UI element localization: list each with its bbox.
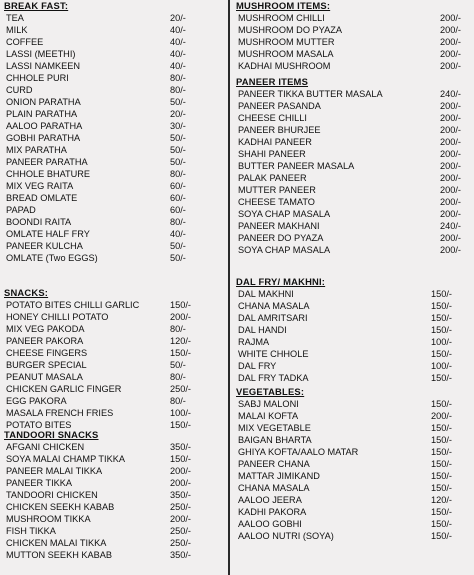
item-price: 20/- — [170, 13, 186, 23]
item-name: POTATO BITES — [6, 420, 72, 430]
section-heading: DAL FRY/ MAKHNI: — [236, 276, 326, 287]
item-price: 200/- — [440, 37, 461, 47]
menu-item — [236, 100, 472, 112]
item-price: 150/- — [431, 507, 452, 517]
menu-item — [236, 494, 472, 506]
item-price: 80/- — [170, 372, 186, 382]
menu-item — [236, 482, 472, 494]
item-name: MUSHROOM CHILLI — [238, 13, 325, 23]
menu-item — [4, 383, 224, 395]
item-price: 150/- — [170, 420, 191, 430]
item-name: AALOO PARATHA — [6, 121, 83, 131]
item-name: MIX VEG RAITA — [6, 181, 74, 191]
item-price: 150/- — [431, 483, 452, 493]
item-price: 150/- — [431, 325, 452, 335]
item-price: 50/- — [170, 133, 186, 143]
menu-section-dal-fry-makhni — [236, 276, 472, 384]
menu-item — [4, 489, 224, 501]
item-name: FISH TIKKA — [6, 526, 56, 536]
menu-item — [4, 453, 224, 465]
section-heading: SNACKS: — [4, 287, 49, 298]
item-name: SABJ MALONI — [238, 399, 299, 409]
menu-item — [236, 470, 472, 482]
item-name: PANEER MALAI TIKKA — [6, 466, 103, 476]
item-price: 200/- — [170, 514, 191, 524]
item-name: CHANA MASALA — [238, 301, 310, 311]
menu-item — [236, 422, 472, 434]
item-name: PANEER MAKHANI — [238, 221, 320, 231]
menu-item — [4, 477, 224, 489]
menu-item — [4, 228, 224, 240]
menu-item — [236, 434, 472, 446]
item-price: 50/- — [170, 241, 186, 251]
menu-item — [4, 204, 224, 216]
item-price: 150/- — [431, 301, 452, 311]
item-name: POTATO BITES CHILLI GARLIC — [6, 300, 140, 310]
item-price: 40/- — [170, 37, 186, 47]
menu-item — [4, 12, 224, 24]
item-price: 150/- — [431, 447, 452, 457]
item-price: 80/- — [170, 324, 186, 334]
item-name: CHICKEN MALAI TIKKA — [6, 538, 107, 548]
item-name: CHHOLE BHATURE — [6, 169, 91, 179]
item-price: 100/- — [431, 337, 452, 347]
item-price: 250/- — [170, 384, 191, 394]
menu-item — [4, 407, 224, 419]
item-price: 150/- — [431, 531, 452, 541]
item-price: 150/- — [431, 459, 452, 469]
item-name: DAL MAKHNI — [238, 289, 294, 299]
item-price: 40/- — [170, 61, 186, 71]
item-name: MIX PARATHA — [6, 145, 67, 155]
item-name: MUSHROOM MUTTER — [238, 37, 335, 47]
item-price: 50/- — [170, 145, 186, 155]
item-name: CHICKEN GARLIC FINGER — [6, 384, 122, 394]
item-name: MILK — [6, 25, 28, 35]
item-price: 50/- — [170, 97, 186, 107]
menu-item — [4, 24, 224, 36]
menu-item — [4, 156, 224, 168]
item-name: MALAI KOFTA — [238, 411, 299, 421]
item-name: GHIYA KOFTA/AALO MATAR — [238, 447, 359, 457]
item-name: CHICKEN SEEKH KABAB — [6, 502, 115, 512]
item-price: 200/- — [440, 209, 461, 219]
item-name: MASALA FRENCH FRIES — [6, 408, 114, 418]
menu-item — [236, 288, 472, 300]
item-price: 200/- — [440, 245, 461, 255]
item-price: 200/- — [440, 197, 461, 207]
item-name: EGG PAKORA — [6, 396, 67, 406]
item-price: 240/- — [440, 89, 461, 99]
section-heading: TANDOORI SNACKS — [4, 429, 99, 440]
item-price: 200/- — [440, 61, 461, 71]
item-name: TANDOORI CHICKEN — [6, 490, 98, 500]
item-price: 200/- — [440, 13, 461, 23]
item-name: SHAHI PANEER — [238, 149, 306, 159]
item-price: 200/- — [440, 185, 461, 195]
item-name: OMLATE (Two EGGS) — [6, 253, 98, 263]
item-name: CHEESE CHILLI — [238, 113, 307, 123]
item-name: PLAIN PARATHA — [6, 109, 78, 119]
item-name: CHANA MASALA — [238, 483, 310, 493]
item-price: 60/- — [170, 181, 186, 191]
item-price: 150/- — [170, 348, 191, 358]
menu-item — [4, 192, 224, 204]
item-name: CURD — [6, 85, 33, 95]
menu-item — [4, 72, 224, 84]
menu-item — [4, 168, 224, 180]
item-price: 350/- — [170, 490, 191, 500]
menu-item — [236, 48, 472, 60]
item-name: CHHOLE PURI — [6, 73, 69, 83]
menu-item — [236, 506, 472, 518]
item-price: 200/- — [170, 478, 191, 488]
item-name: CHEESE TAMATO — [238, 197, 315, 207]
menu-item — [4, 501, 224, 513]
menu-item — [236, 232, 472, 244]
item-price: 80/- — [170, 169, 186, 179]
item-name: WHITE CHHOLE — [238, 349, 309, 359]
menu-item — [236, 518, 472, 530]
item-price: 200/- — [440, 101, 461, 111]
menu-item — [4, 252, 224, 264]
menu-item — [236, 360, 472, 372]
item-name: PANEER KULCHA — [6, 241, 83, 251]
item-name: PANEER TIKKA — [6, 478, 73, 488]
menu-item — [4, 395, 224, 407]
item-name: AFGANI CHICKEN — [6, 442, 85, 452]
item-name: MIX VEG PAKODA — [6, 324, 85, 334]
menu-item — [236, 112, 472, 124]
item-name: MUSHROOM TIKKA — [6, 514, 91, 524]
item-price: 150/- — [431, 349, 452, 359]
item-name: MUTTER PANEER — [238, 185, 316, 195]
menu-item — [4, 537, 224, 549]
item-price: 200/- — [440, 149, 461, 159]
item-price: 250/- — [170, 526, 191, 536]
item-name: RAJMA — [238, 337, 270, 347]
menu-item — [4, 513, 224, 525]
menu-item — [236, 172, 472, 184]
item-name: BURGER SPECIAL — [6, 360, 87, 370]
item-price: 250/- — [170, 538, 191, 548]
item-name: MUSHROOM DO PYAZA — [238, 25, 342, 35]
item-price: 40/- — [170, 49, 186, 59]
item-price: 40/- — [170, 229, 186, 239]
item-name: KADHI PAKORA — [238, 507, 307, 517]
item-name: MATTAR JIMIKAND — [238, 471, 320, 481]
item-price: 120/- — [170, 336, 191, 346]
menu-item — [236, 60, 472, 72]
menu-item — [4, 335, 224, 347]
menu-item — [4, 347, 224, 359]
item-price: 200/- — [440, 25, 461, 35]
menu-item — [236, 446, 472, 458]
item-name: PEANUT MASALA — [6, 372, 83, 382]
item-name: KADHAI PANEER — [238, 137, 312, 147]
menu-item — [4, 525, 224, 537]
item-name: MUSHROOM MASALA — [238, 49, 334, 59]
menu-item — [4, 549, 224, 561]
item-price: 240/- — [440, 221, 461, 231]
item-price: 80/- — [170, 85, 186, 95]
column-divider — [228, 0, 230, 575]
item-name: PANEER TIKKA BUTTER MASALA — [238, 89, 383, 99]
menu-item — [236, 348, 472, 360]
item-price: 80/- — [170, 217, 186, 227]
menu-item — [4, 48, 224, 60]
menu-item — [4, 84, 224, 96]
item-price: 30/- — [170, 121, 186, 131]
item-price: 100/- — [170, 408, 191, 418]
menu-section-snacks — [4, 287, 224, 431]
item-name: DAL HANDI — [238, 325, 287, 335]
section-heading: VEGETABLES: — [236, 386, 305, 397]
menu-item — [236, 458, 472, 470]
item-price: 150/- — [431, 519, 452, 529]
menu-item — [4, 120, 224, 132]
item-price: 150/- — [431, 399, 452, 409]
item-price: 200/- — [440, 113, 461, 123]
item-price: 20/- — [170, 109, 186, 119]
item-name: BOONDI RAITA — [6, 217, 72, 227]
menu-item — [4, 311, 224, 323]
menu-section-vegetables — [236, 386, 472, 542]
item-price: 50/- — [170, 253, 186, 263]
menu-item — [236, 530, 472, 542]
item-price: 200/- — [170, 466, 191, 476]
item-price: 100/- — [431, 361, 452, 371]
item-name: KADHAI MUSHROOM — [238, 61, 331, 71]
menu-item — [236, 398, 472, 410]
item-price: 150/- — [170, 454, 191, 464]
item-name: AALOO JEERA — [238, 495, 302, 505]
item-price: 80/- — [170, 73, 186, 83]
menu-item — [236, 244, 472, 256]
menu-item — [236, 410, 472, 422]
item-name: PANEER CHANA — [238, 459, 310, 469]
item-price: 50/- — [170, 157, 186, 167]
menu-item — [236, 148, 472, 160]
menu-section-paneer-items — [236, 76, 472, 256]
item-name: DAL FRY TADKA — [238, 373, 309, 383]
menu-item — [4, 132, 224, 144]
menu-item — [236, 312, 472, 324]
menu-item — [4, 371, 224, 383]
menu-item — [236, 160, 472, 172]
item-price: 200/- — [440, 137, 461, 147]
menu-item — [4, 359, 224, 371]
menu-item — [236, 12, 472, 24]
menu-item — [236, 196, 472, 208]
item-price: 150/- — [431, 471, 452, 481]
item-price: 80/- — [170, 396, 186, 406]
item-name: PALAK PANEER — [238, 173, 307, 183]
menu-item — [236, 220, 472, 232]
item-price: 60/- — [170, 193, 186, 203]
item-name: PANEER PARATHA — [6, 157, 88, 167]
menu-item — [236, 36, 472, 48]
menu-section-break-fast — [4, 0, 224, 264]
item-name: SOYA CHAP MASALA — [238, 209, 331, 219]
item-name: DAL FRY — [238, 361, 277, 371]
item-price: 200/- — [431, 411, 452, 421]
item-name: DAL AMRITSARI — [238, 313, 308, 323]
menu-item — [236, 124, 472, 136]
item-price: 150/- — [431, 289, 452, 299]
item-name: PAPAD — [6, 205, 36, 215]
section-heading: PANEER ITEMS — [236, 76, 309, 87]
menu-item — [236, 24, 472, 36]
menu-item — [236, 372, 472, 384]
item-name: BUTTER PANEER MASALA — [238, 161, 355, 171]
item-price: 150/- — [431, 313, 452, 323]
item-name: BREAD OMLATE — [6, 193, 78, 203]
item-price: 350/- — [170, 442, 191, 452]
item-price: 50/- — [170, 360, 186, 370]
item-name: LASSI (MEETHI) — [6, 49, 76, 59]
item-name: COFFEE — [6, 37, 44, 47]
item-price: 200/- — [440, 49, 461, 59]
menu-item — [236, 300, 472, 312]
menu-item — [4, 144, 224, 156]
menu-item — [4, 299, 224, 311]
item-name: AALOO GOBHI — [238, 519, 302, 529]
item-name: ONION PARATHA — [6, 97, 81, 107]
item-name: OMLATE HALF FRY — [6, 229, 90, 239]
item-name: LASSI NAMKEEN — [6, 61, 81, 71]
item-name: MIX VEGETABLE — [238, 423, 311, 433]
item-name: GOBHI PARATHA — [6, 133, 81, 143]
item-price: 250/- — [170, 502, 191, 512]
menu-item — [4, 323, 224, 335]
item-name: SOYA CHAP MASALA — [238, 245, 331, 255]
item-name: HONEY CHILLI POTATO — [6, 312, 109, 322]
item-price: 200/- — [440, 125, 461, 135]
item-price: 200/- — [440, 233, 461, 243]
item-name: BAIGAN BHARTA — [238, 435, 312, 445]
item-price: 60/- — [170, 205, 186, 215]
menu-item — [236, 136, 472, 148]
section-heading: BREAK FAST: — [4, 0, 69, 11]
menu-item — [4, 216, 224, 228]
menu-item — [236, 184, 472, 196]
item-price: 200/- — [440, 161, 461, 171]
menu-item — [236, 208, 472, 220]
item-name: MUTTON SEEKH KABAB — [6, 550, 113, 560]
menu-section-tandoori-snacks — [4, 429, 224, 561]
section-heading: MUSHROOM ITEMS: — [236, 0, 331, 11]
item-price: 150/- — [170, 300, 191, 310]
item-price: 120/- — [431, 495, 452, 505]
item-name: PANEER DO PYAZA — [238, 233, 324, 243]
item-price: 40/- — [170, 25, 186, 35]
menu-item — [4, 465, 224, 477]
item-price: 150/- — [431, 423, 452, 433]
menu-item — [4, 180, 224, 192]
item-price: 150/- — [431, 435, 452, 445]
menu-item — [4, 96, 224, 108]
menu-item — [4, 36, 224, 48]
item-price: 200/- — [440, 173, 461, 183]
item-name: SOYA MALAI CHAMP TIKKA — [6, 454, 125, 464]
item-name: TEA — [6, 13, 24, 23]
menu-item — [4, 108, 224, 120]
item-name: PANEER PAKORA — [6, 336, 84, 346]
menu-item — [4, 60, 224, 72]
item-price: 150/- — [431, 373, 452, 383]
menu-section-mushroom-items — [236, 0, 472, 72]
menu-item — [4, 441, 224, 453]
item-price: 350/- — [170, 550, 191, 560]
menu-item — [4, 240, 224, 252]
item-price: 200/- — [170, 312, 191, 322]
menu-item — [236, 88, 472, 100]
menu-item — [236, 336, 472, 348]
menu-item — [236, 324, 472, 336]
item-name: PANEER PASANDA — [238, 101, 321, 111]
item-name: AALOO NUTRI (SOYA) — [238, 531, 334, 541]
item-name: CHEESE FINGERS — [6, 348, 88, 358]
item-name: PANEER BHURJEE — [238, 125, 321, 135]
